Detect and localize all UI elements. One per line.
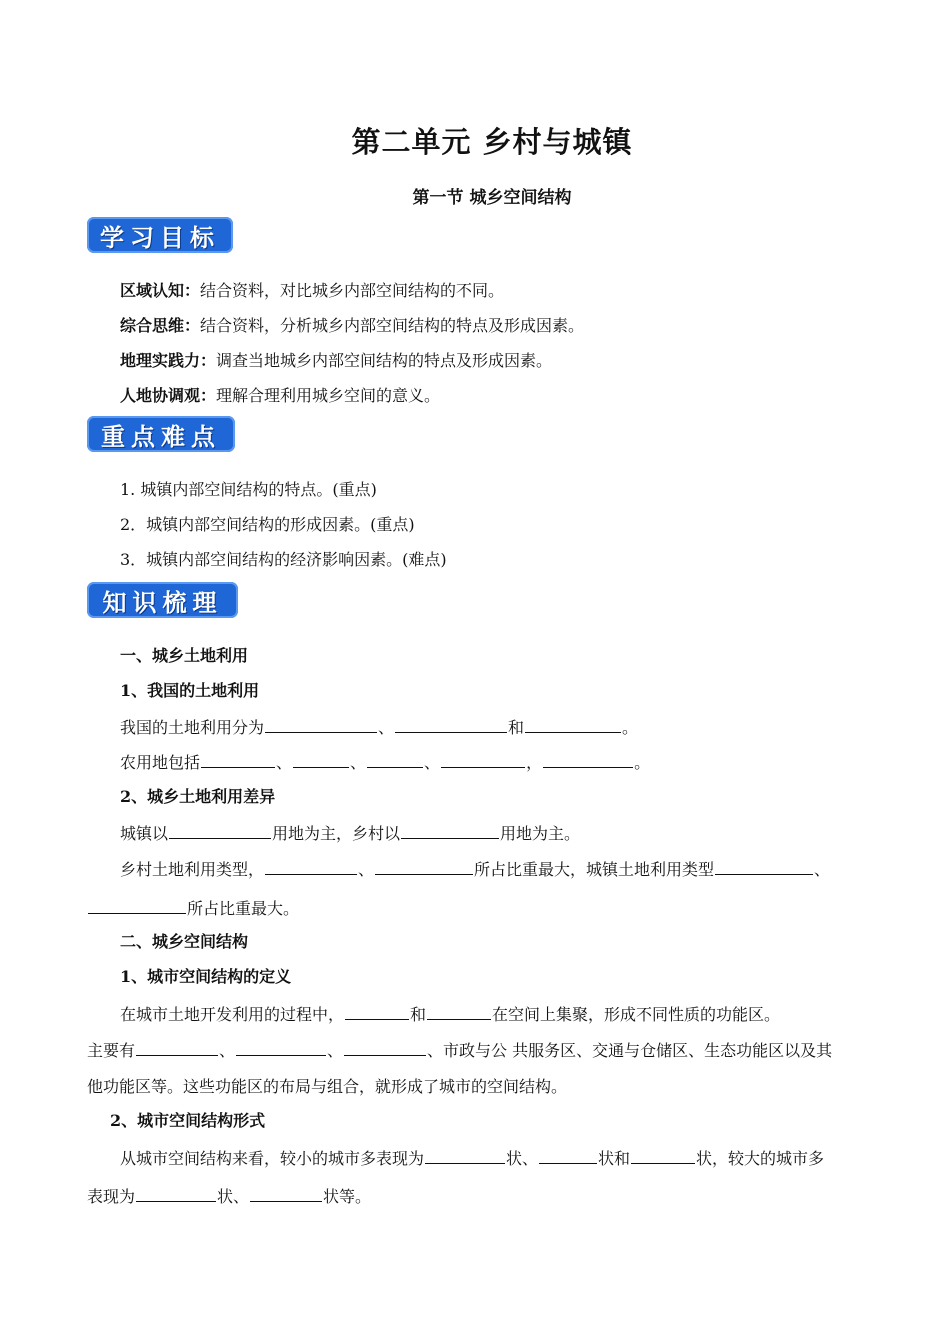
- answer-blank[interactable]: [715, 858, 813, 875]
- page-title: 第二单元 乡村与城镇: [351, 125, 633, 159]
- fill-line: 从城市空间结构来看，较小的城市多表现为 状、 状和 状，较大的城市多: [120, 1149, 825, 1168]
- section-heading: 二、城乡空间结构: [120, 932, 249, 951]
- answer-blank[interactable]: [265, 858, 357, 875]
- answer-blank[interactable]: [136, 1185, 216, 1202]
- knowledge-badge: 知识梳理: [87, 582, 238, 618]
- answer-blank[interactable]: [401, 822, 499, 839]
- fill-line: 乡村土地利用类型， 、 所占比重最大，城镇土地利用类型 、: [120, 860, 831, 879]
- subsection-heading: 1、我国的土地利用: [120, 681, 260, 700]
- answer-blank[interactable]: [427, 1003, 491, 1020]
- answer-blank[interactable]: [425, 1147, 505, 1164]
- answer-blank[interactable]: [265, 716, 377, 733]
- key-points-badge: 重点难点: [87, 416, 235, 452]
- answer-blank[interactable]: [631, 1147, 695, 1164]
- objective-item: 综合思维：结合资料，分析城乡内部空间结构的特点及形成因素。: [120, 316, 585, 335]
- section-heading: 一、城乡土地利用: [120, 646, 249, 665]
- fill-line: 在城市土地开发利用的过程中， 和 在空间上集聚，形成不同性质的功能区。: [120, 1005, 781, 1024]
- fill-line: 所占比重最大。: [87, 897, 299, 919]
- answer-blank[interactable]: [345, 1003, 409, 1020]
- answer-blank[interactable]: [201, 751, 275, 768]
- answer-blank[interactable]: [367, 751, 423, 768]
- answer-blank[interactable]: [293, 751, 349, 768]
- paragraph-line: 他功能区等。这些功能区的布局与组合，就形成了城市的空间结构。: [87, 1077, 568, 1096]
- answer-blank[interactable]: [395, 716, 507, 733]
- answer-blank[interactable]: [344, 1039, 426, 1056]
- answer-blank[interactable]: [539, 1147, 597, 1164]
- answer-blank[interactable]: [236, 1039, 326, 1056]
- subsection-heading: 2、城乡土地利用差异: [120, 787, 276, 806]
- key-point-item: 1. 城镇内部空间结构的特点。(重点): [120, 480, 377, 499]
- key-point-item: 2．城镇内部空间结构的形成因素。(重点): [120, 515, 415, 534]
- objective-item: 区域认知：结合资料，对比城乡内部空间结构的不同。: [120, 281, 505, 300]
- answer-blank[interactable]: [169, 822, 271, 839]
- key-point-item: 3．城镇内部空间结构的经济影响因素。(难点): [120, 550, 447, 569]
- subsection-heading: 2、城市空间结构形式: [110, 1111, 266, 1130]
- fill-line: 城镇以 用地为主，乡村以 用地为主。: [120, 824, 581, 843]
- subsection-heading: 1、城市空间结构的定义: [120, 967, 292, 986]
- answer-blank[interactable]: [543, 751, 633, 768]
- objective-item: 人地协调观：理解合理利用城乡空间的意义。: [120, 386, 441, 405]
- fill-line: 农用地包括 、 、 、 ， 。: [120, 753, 651, 772]
- answer-blank[interactable]: [441, 751, 525, 768]
- fill-line: 我国的土地利用分为 、 和 。: [120, 718, 639, 737]
- fill-line: 主要有 、 、 、市政与公 共服务区、交通与仓储区、生态功能区以及其: [87, 1041, 833, 1060]
- answer-blank[interactable]: [375, 858, 473, 875]
- answer-blank[interactable]: [136, 1039, 218, 1056]
- section-subtitle: 第一节 城乡空间结构: [412, 188, 572, 208]
- objectives-badge: 学习目标: [87, 217, 233, 253]
- answer-blank[interactable]: [525, 716, 621, 733]
- objective-item: 地理实践力：调查当地城乡内部空间结构的特点及形成因素。: [120, 351, 553, 370]
- fill-line: 表现为 状、 状等。: [87, 1187, 372, 1206]
- answer-blank[interactable]: [250, 1185, 322, 1202]
- answer-blank[interactable]: [88, 897, 186, 914]
